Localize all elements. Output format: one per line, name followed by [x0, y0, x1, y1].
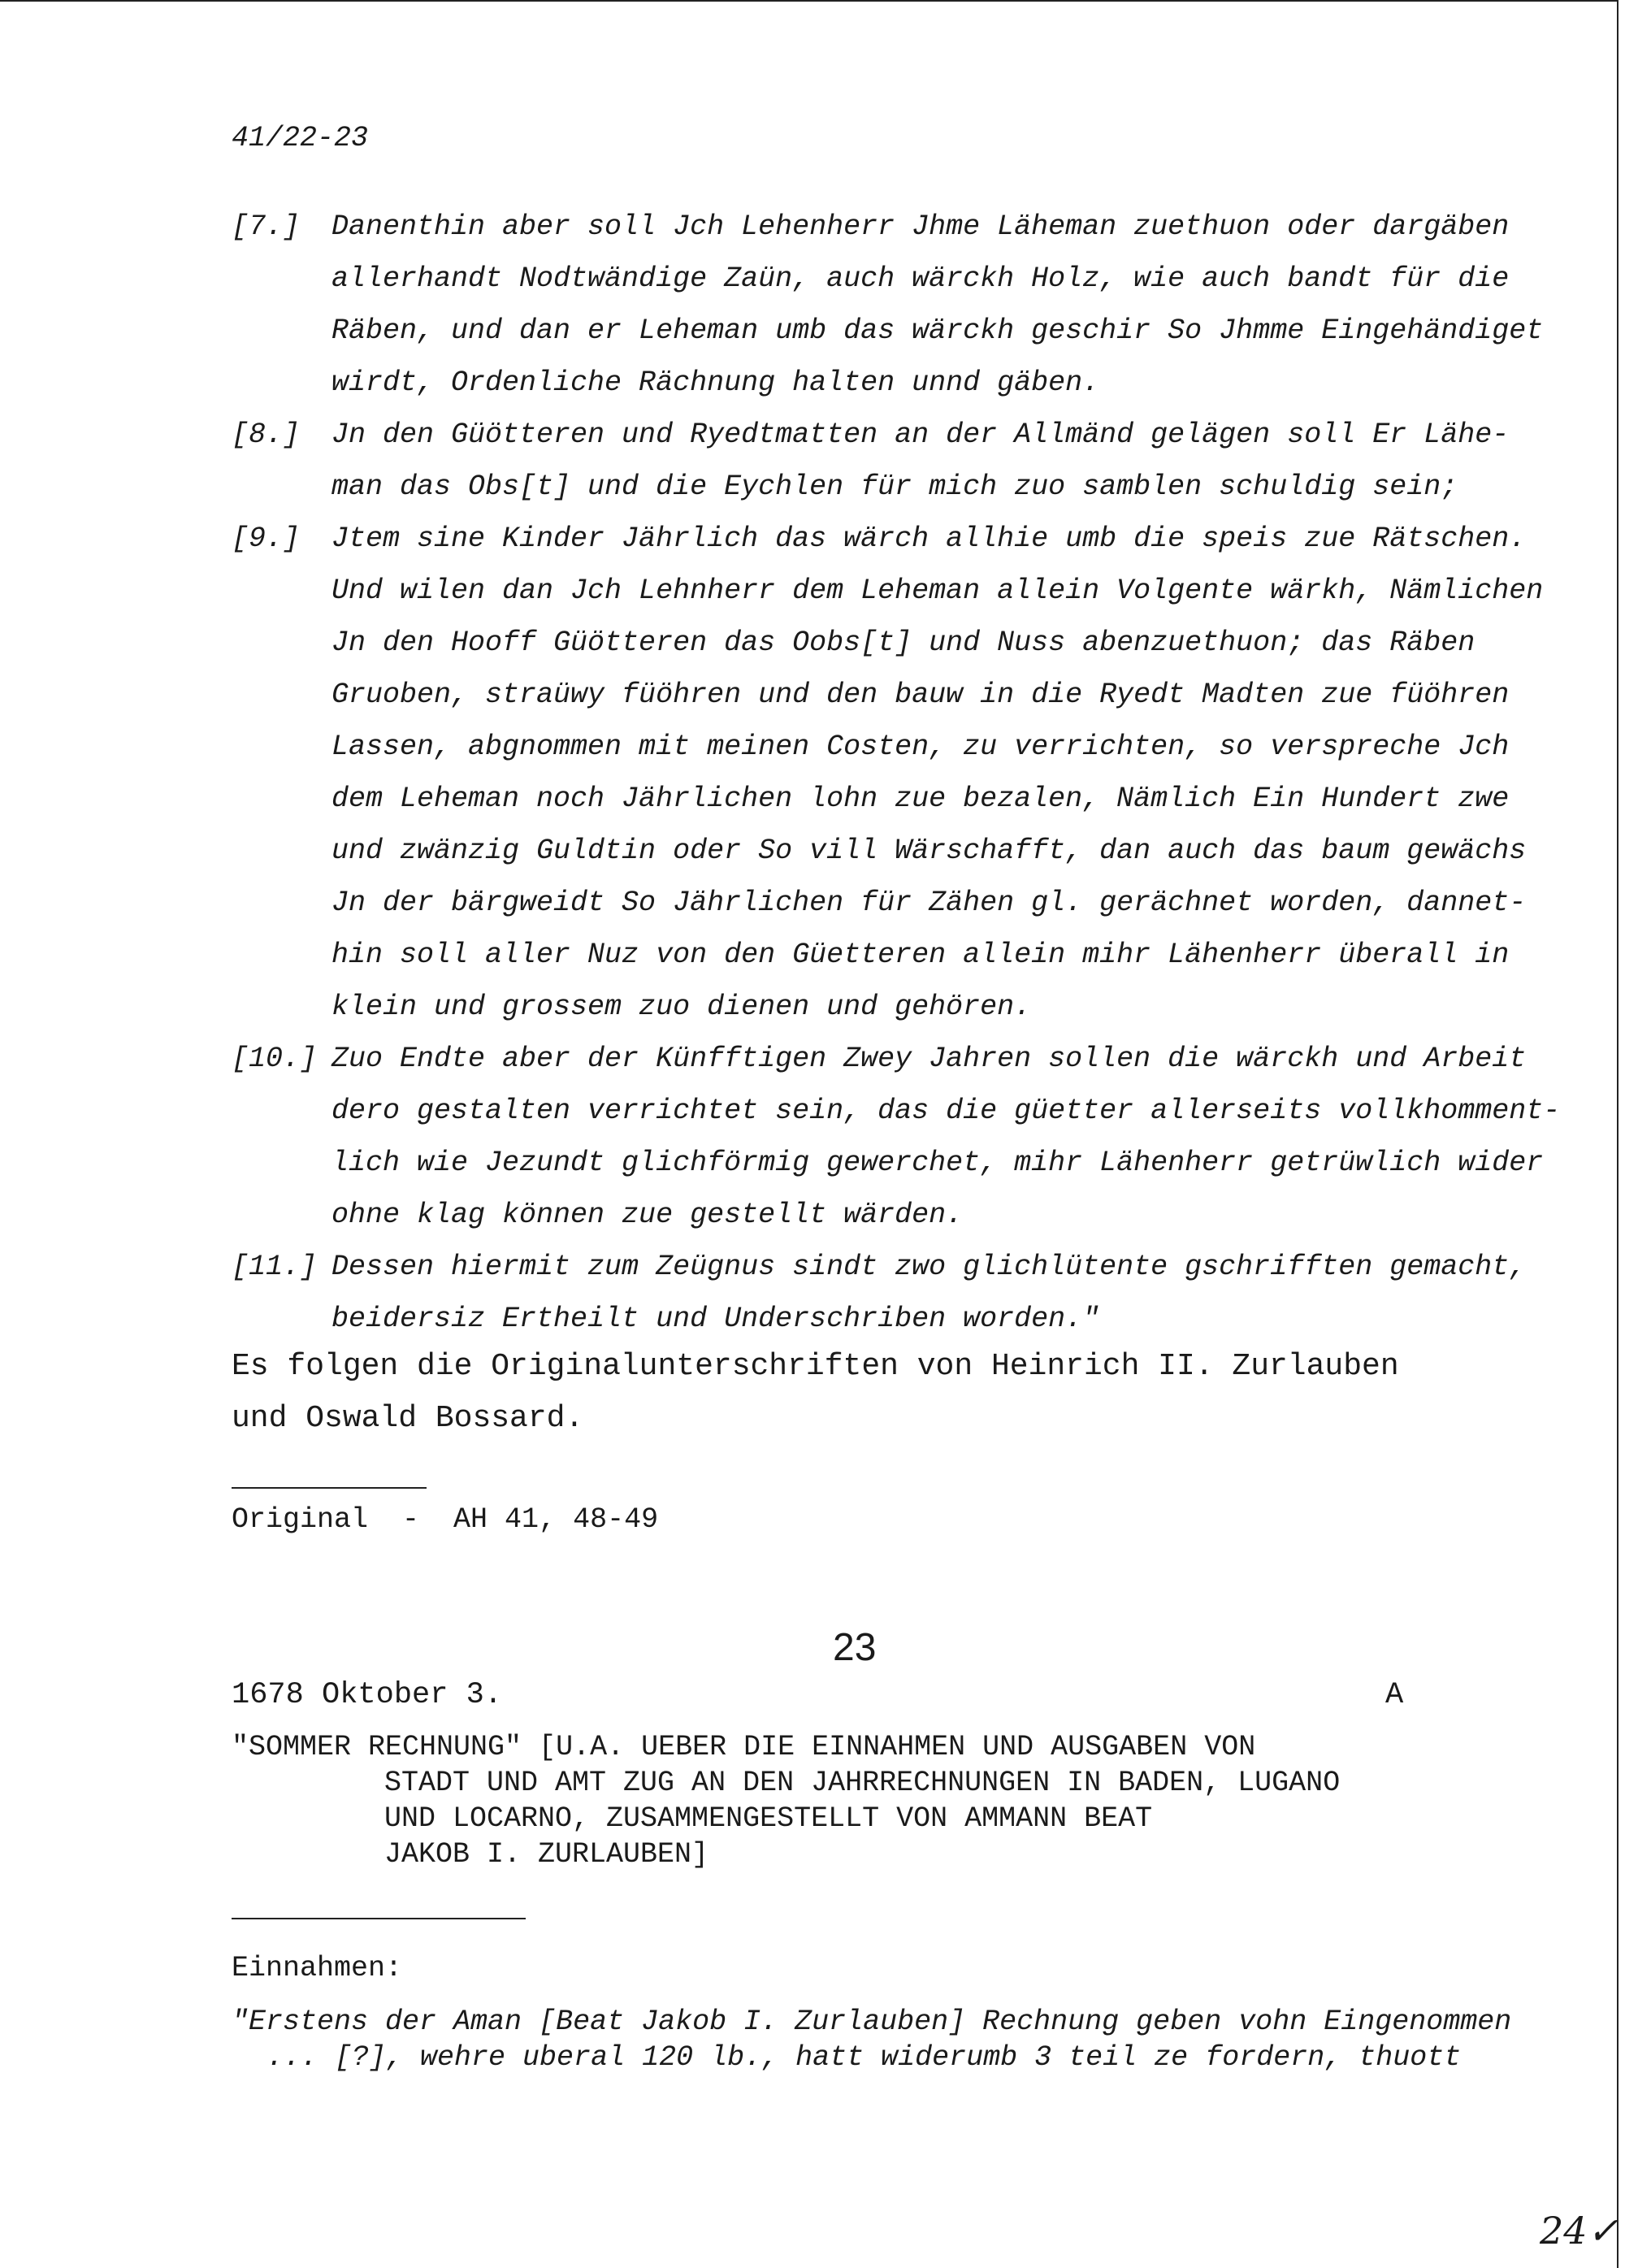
entries-section: [232, 201, 1561, 1345]
text-line: Jn der bärgweidt So Jährlichen für Zähen gl. gerächnet worden, dannet-: [332, 887, 1527, 919]
text-line: lich wie Jezundt glichförmig gewerchet, mihr Lähenherr getrüwlich wider: [332, 1147, 1544, 1179]
note-line: und Oswald Bossard.: [232, 1401, 584, 1436]
entry-number: [7.]: [232, 210, 301, 243]
text-line: man das Obs[t] und die Eychlen für mich zuo samblen schuldig sein;: [332, 471, 1458, 503]
income-line: ... [?], wehre uberal 120 lb., hatt widerumb 3 teil ze fordern, thuott: [266, 2041, 1462, 2074]
text-line: Jn den Güötteren und Ryedtmatten an der Allmänd gelägen soll Er Lähe-: [332, 418, 1510, 451]
text-line: Jn den Hooff Güötteren das Oobs[t] und Nuss abenzuethuon; das Räben: [332, 627, 1476, 659]
document-date: 1678 Oktober 3.: [232, 1678, 503, 1712]
title-line: JAKOB I. ZURLAUBEN]: [384, 1838, 709, 1871]
text-line: Lassen, abgnommen mit meinen Costen, zu verrichten, so verspreche Jch: [332, 731, 1510, 763]
text-line: dero gestalten verrichtet sein, das die güetter allerseits vollkhomment-: [332, 1095, 1561, 1127]
text-line: dem Leheman noch Jährlichen lohn zue bezalen, Nämlich Ein Hundert zwe: [332, 783, 1510, 815]
signature-note: [232, 1341, 1399, 1445]
title-line: STADT UND AMT ZUG AN DEN JAHRRECHNUNGEN IN BADEN, LUGANO: [384, 1767, 1341, 1799]
entry-text: [332, 1241, 1526, 1345]
income-line: "Erstens der Aman [Beat Jakob I. Zurlauben] Rechnung geben vohn Eingenommen: [232, 2006, 1512, 2038]
entry-text: [332, 1033, 1560, 1241]
document-reference: 41/22-23: [232, 122, 369, 154]
entry-number: [9.]: [232, 523, 301, 555]
divider-rule: [232, 1918, 526, 1919]
text-line: Danenthin aber soll Jch Lehenherr Jhme Läheman zuethuon oder dargäben: [332, 210, 1510, 243]
text-line: wirdt, Ordenliche Rächnung halten unnd gäben.: [332, 366, 1100, 399]
text-line: beidersiz Ertheilt und Underschriben worden.": [332, 1303, 1100, 1335]
entry-9: [232, 513, 1544, 1033]
divider-rule: [232, 1487, 427, 1489]
entry-text: [332, 409, 1511, 513]
page-number-mark: 24✓: [1540, 2209, 1619, 2253]
text-line: klein und grossem zuo dienen und gehören.: [332, 991, 1032, 1023]
entry-7: [232, 201, 1544, 409]
title-line: UND LOCARNO, ZUSAMMENGESTELLT VON AMMANN BEAT: [384, 1802, 1153, 1835]
text-line: hin soll aller Nuz von den Güetteren allein mihr Lähenherr überall in: [332, 939, 1510, 971]
text-line: allerhandt Nodtwändige Zaün, auch wärckh Holz, wie auch bandt für die: [332, 262, 1510, 295]
document-number: 23: [833, 1626, 877, 1669]
text-line: und zwänzig Guldtin oder So vill Wärschafft, dan auch das baum gewächs: [332, 835, 1527, 867]
text-line: Gruoben, straüwy füöhren und den bauw in die Ryedt Madten zue füöhren: [332, 679, 1510, 711]
entry-number: [8.]: [232, 418, 301, 451]
entry-text: [332, 513, 1543, 1033]
entry-text: [332, 201, 1543, 409]
document-letter: A: [1385, 1678, 1404, 1712]
note-line: Es folgen die Originalunterschriften von Heinrich II. Zurlauben: [232, 1349, 1399, 1384]
text-line: Jtem sine Kinder Jährlich das wärch allhie umb die speis zue Rätschen.: [332, 523, 1527, 555]
entry-10: [232, 1033, 1561, 1241]
page-right-border: [1617, 0, 1618, 2268]
text-line: ohne klag können zue gestellt wärden.: [332, 1199, 964, 1231]
entry-number: [10.]: [232, 1043, 318, 1075]
text-line: Zuo Endte aber der Künfftigen Zwey Jahren sollen die wärckh und Arbeit: [332, 1043, 1527, 1075]
income-text: [232, 2004, 1532, 2075]
text-line: Räben, und dan er Leheman umb das wärckh geschir So Jhmme Eingehändiget: [332, 314, 1544, 347]
title-line: "SOMMER RECHNUNG" [U.A. UEBER DIE EINNAHMEN UND AUSGABEN VON: [232, 1731, 1256, 1763]
text-line: Dessen hiermit zum Zeügnus sindt zwo glichlütente gschrifften gemacht,: [332, 1251, 1527, 1283]
entry-11: [232, 1241, 1527, 1345]
document-title: [232, 1729, 1532, 1872]
source-reference: Original - AH 41, 48-49: [232, 1503, 659, 1536]
page-top-border: [0, 0, 1618, 2]
entry-8: [232, 409, 1511, 513]
entry-number: [11.]: [232, 1251, 318, 1283]
income-heading: Einnahmen:: [232, 1952, 403, 1984]
text-line: Und wilen dan Jch Lehnherr dem Leheman allein Volgente wärkh, Nämlichen: [332, 575, 1544, 607]
